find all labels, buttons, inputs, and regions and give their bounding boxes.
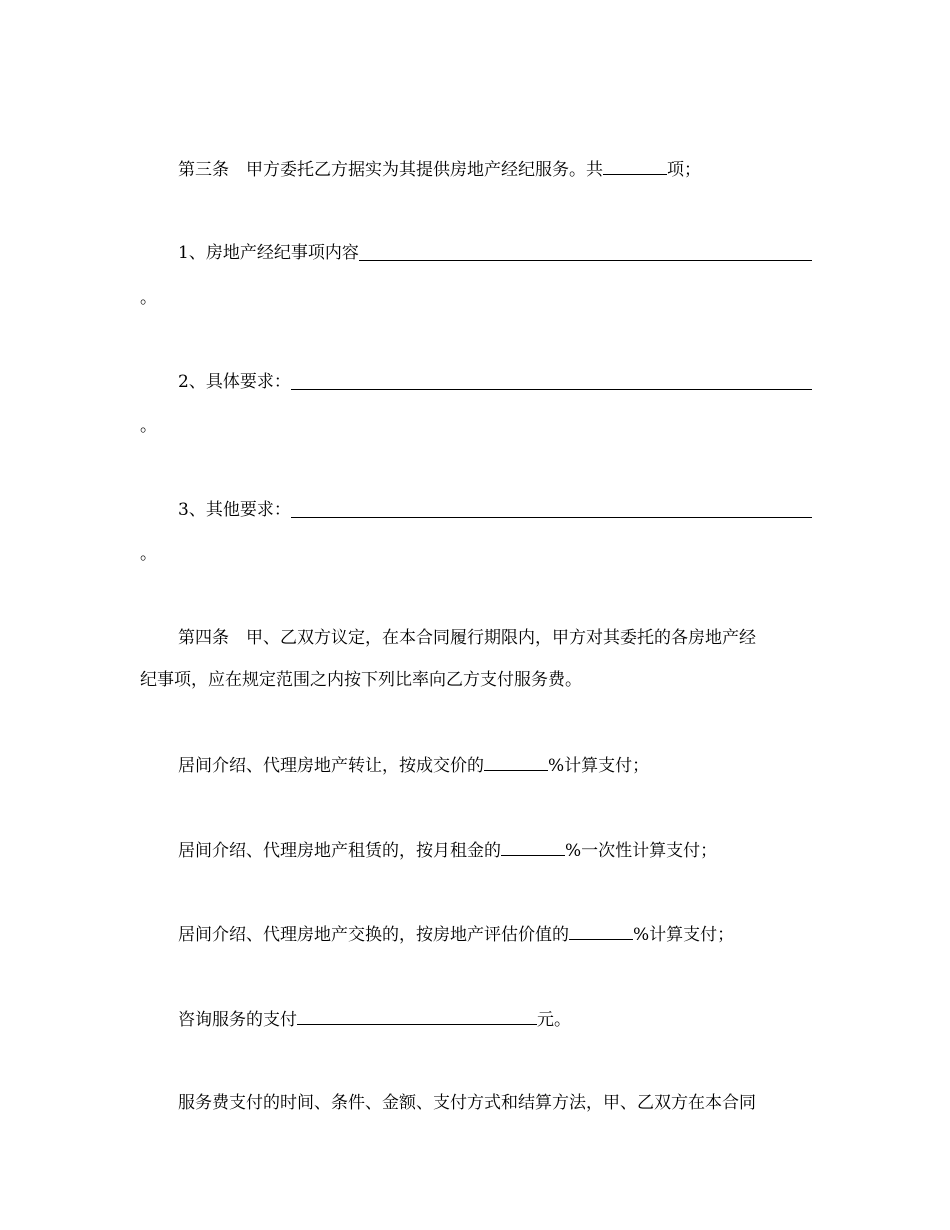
item-1-label: 1、房地产经纪事项内容 xyxy=(178,243,359,263)
fee-consulting-text: 咨询服务的支付 xyxy=(178,1010,297,1030)
fee-exchange-blank[interactable] xyxy=(569,921,633,940)
fee-lease-end: %一次性计算支付； xyxy=(565,841,718,861)
article-4-line-1 xyxy=(140,626,812,650)
item-2-blank[interactable] xyxy=(291,371,812,390)
item-3-blank[interactable] xyxy=(291,499,812,518)
fee-consulting-line xyxy=(140,1006,812,1032)
article-3-text: 甲方委托乙方据实为其提供房地产经纪服务。共 xyxy=(246,160,603,180)
item-2-end: 。 xyxy=(140,416,157,436)
article-3-text-end: 项； xyxy=(667,160,701,180)
item-2-line xyxy=(140,370,812,394)
fee-transfer-blank[interactable] xyxy=(484,752,548,771)
article-3-paragraph xyxy=(140,156,812,182)
item-3-label: 3、其他要求： xyxy=(178,500,291,520)
article-3-label: 第三条 xyxy=(178,160,229,180)
item-2-label: 2、具体要求： xyxy=(178,372,291,392)
fee-exchange-line xyxy=(140,921,812,947)
fee-transfer-line xyxy=(140,752,812,778)
item-1-end: 。 xyxy=(140,288,157,308)
article-4-label: 第四条 xyxy=(178,628,229,648)
item-3-end: 。 xyxy=(140,544,157,564)
item-1-line xyxy=(140,241,812,265)
fee-lease-blank[interactable] xyxy=(501,837,565,856)
item-3-line xyxy=(140,498,812,522)
fee-transfer-end: %计算支付； xyxy=(548,756,650,776)
payment-terms-line: 服务费支付的时间、条件、金额、支付方式和结算方法，甲、乙双方在本合同 xyxy=(178,1093,756,1113)
fee-exchange-text: 居间介绍、代理房地产交换的，按房地产评估价值的 xyxy=(178,925,569,945)
fee-lease-line xyxy=(140,837,812,863)
fee-lease-text: 居间介绍、代理房地产租赁的，按月租金的 xyxy=(178,841,501,861)
fee-consulting-blank[interactable] xyxy=(297,1006,537,1025)
fee-transfer-text: 居间介绍、代理房地产转让，按成交价的 xyxy=(178,756,484,776)
fee-exchange-end: %计算支付； xyxy=(633,925,735,945)
item-1-blank[interactable] xyxy=(359,242,812,261)
article-4-text-1: 甲、乙双方议定，在本合同履行期限内，甲方对其委托的各房地产经 xyxy=(246,628,756,648)
article-4-line-2: 纪事项，应在规定范围之内按下列比率向乙方支付服务费。 xyxy=(140,670,582,690)
fee-consulting-end: 元。 xyxy=(537,1010,571,1030)
item-count-blank[interactable] xyxy=(603,156,667,175)
